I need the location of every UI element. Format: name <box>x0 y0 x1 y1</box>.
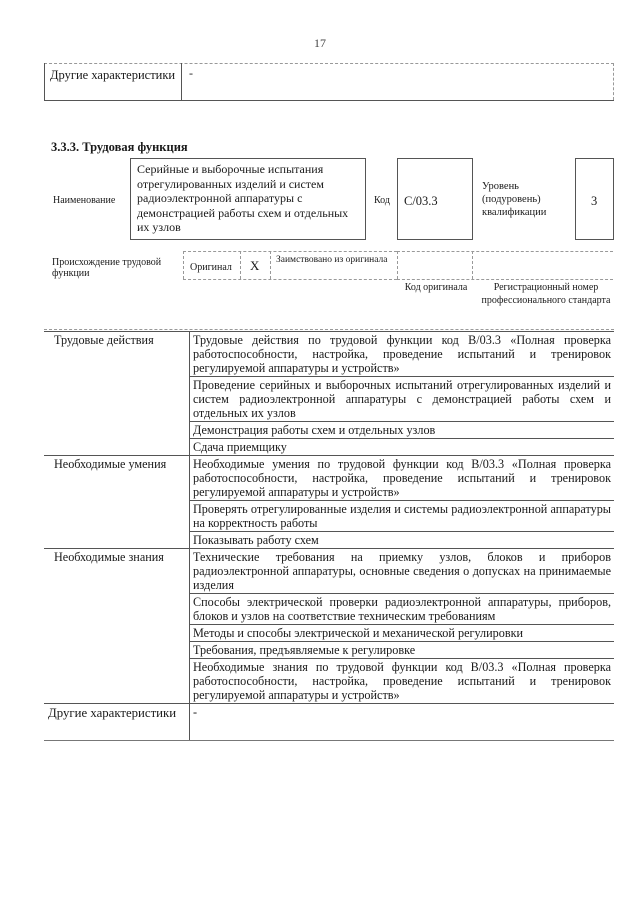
table-cell: Необходимые знания по трудовой функции код В/03.3 «Полная проверка работоспособности, настройка, проведение испытаний и тренировок регулируемой аппаратуры и устройств» <box>190 659 615 704</box>
original-label: Оригинал <box>190 262 232 273</box>
code-original-label: Код оригинала <box>404 282 468 293</box>
table-cell: Сдача приемщику <box>190 439 615 456</box>
table-cell: Технические требования на приемку узлов, блоков и приборов радиоэлектронной аппаратуры, основные сведения о допусках на принимаемые изделия <box>190 549 615 594</box>
name-label: Наименование <box>53 195 116 206</box>
table-row <box>44 704 614 741</box>
table-cell: Методы и способы электрической и механической регулировки <box>190 625 615 642</box>
table-cell: Способы электрической проверки радиоэлектронной аппаратуры, приборов, блоков и узлов на соответствие техническим требованиям <box>190 594 615 625</box>
table-cell: Требования, предъявляемые к регулировке <box>190 642 615 659</box>
top-table-value: - <box>189 66 193 80</box>
origin-label: Происхождение трудовой функции <box>52 257 162 279</box>
code-box <box>397 158 473 240</box>
row-label-other: Другие характеристики <box>44 704 190 741</box>
top-table <box>44 63 614 101</box>
labor-function-table <box>44 331 614 741</box>
table-cell: Необходимые умения по трудовой функции код В/03.3 «Полная проверка работоспособности, настройка, проведение испытаний и тренировок регулируемой аппаратуры и устройств» <box>190 456 615 501</box>
reg-number-label: Регистрационный номер профессионального стандарта <box>481 282 611 306</box>
table-row <box>44 549 614 594</box>
code-label: Код <box>374 195 390 206</box>
row-label-knowledge: Необходимые знания <box>44 549 190 704</box>
top-table-label: Другие характеристики <box>50 68 176 82</box>
table-cell: Демонстрация работы схем и отдельных узлов <box>190 422 615 439</box>
borrowed-label: Заимствовано из оригинала <box>276 255 388 265</box>
table-cell: Трудовые действия по трудовой функции код В/03.3 «Полная проверка работоспособности, настройка, проведение испытаний и тренировок регулируемой аппаратуры и устройств» <box>190 332 615 377</box>
row-label-skills: Необходимые умения <box>44 456 190 549</box>
level-value: 3 <box>591 194 598 208</box>
table-cell: - <box>190 704 615 741</box>
page-number: 17 <box>314 36 326 50</box>
table-cell: Проведение серийных и выборочных испытаний отрегулированных изделий и систем радиоэлектронной аппаратуры с демонстрацией работы схем и отдельных их узлов <box>190 377 615 422</box>
name-box <box>130 158 366 240</box>
table-row <box>44 456 614 501</box>
level-label: Уровень (подуровень) квалификации <box>482 181 547 218</box>
section-title: 3.3.3. Трудовая функция <box>51 140 188 154</box>
table-row <box>44 332 614 377</box>
original-mark: X <box>250 258 260 273</box>
name-value: Серийные и выборочные испытания отрегулированных изделий и систем радиоэлектронной аппаратуры с демонстрацией работы схем и отдельных их узлов <box>137 162 349 234</box>
level-box <box>575 158 614 240</box>
code-value: С/03.3 <box>404 194 438 208</box>
table-cell: Проверять отрегулированные изделия и системы радиоэлектронной аппаратуры на корректность работы <box>190 501 615 532</box>
row-label-actions: Трудовые действия <box>44 332 190 456</box>
table-cell: Показывать работу схем <box>190 532 615 549</box>
